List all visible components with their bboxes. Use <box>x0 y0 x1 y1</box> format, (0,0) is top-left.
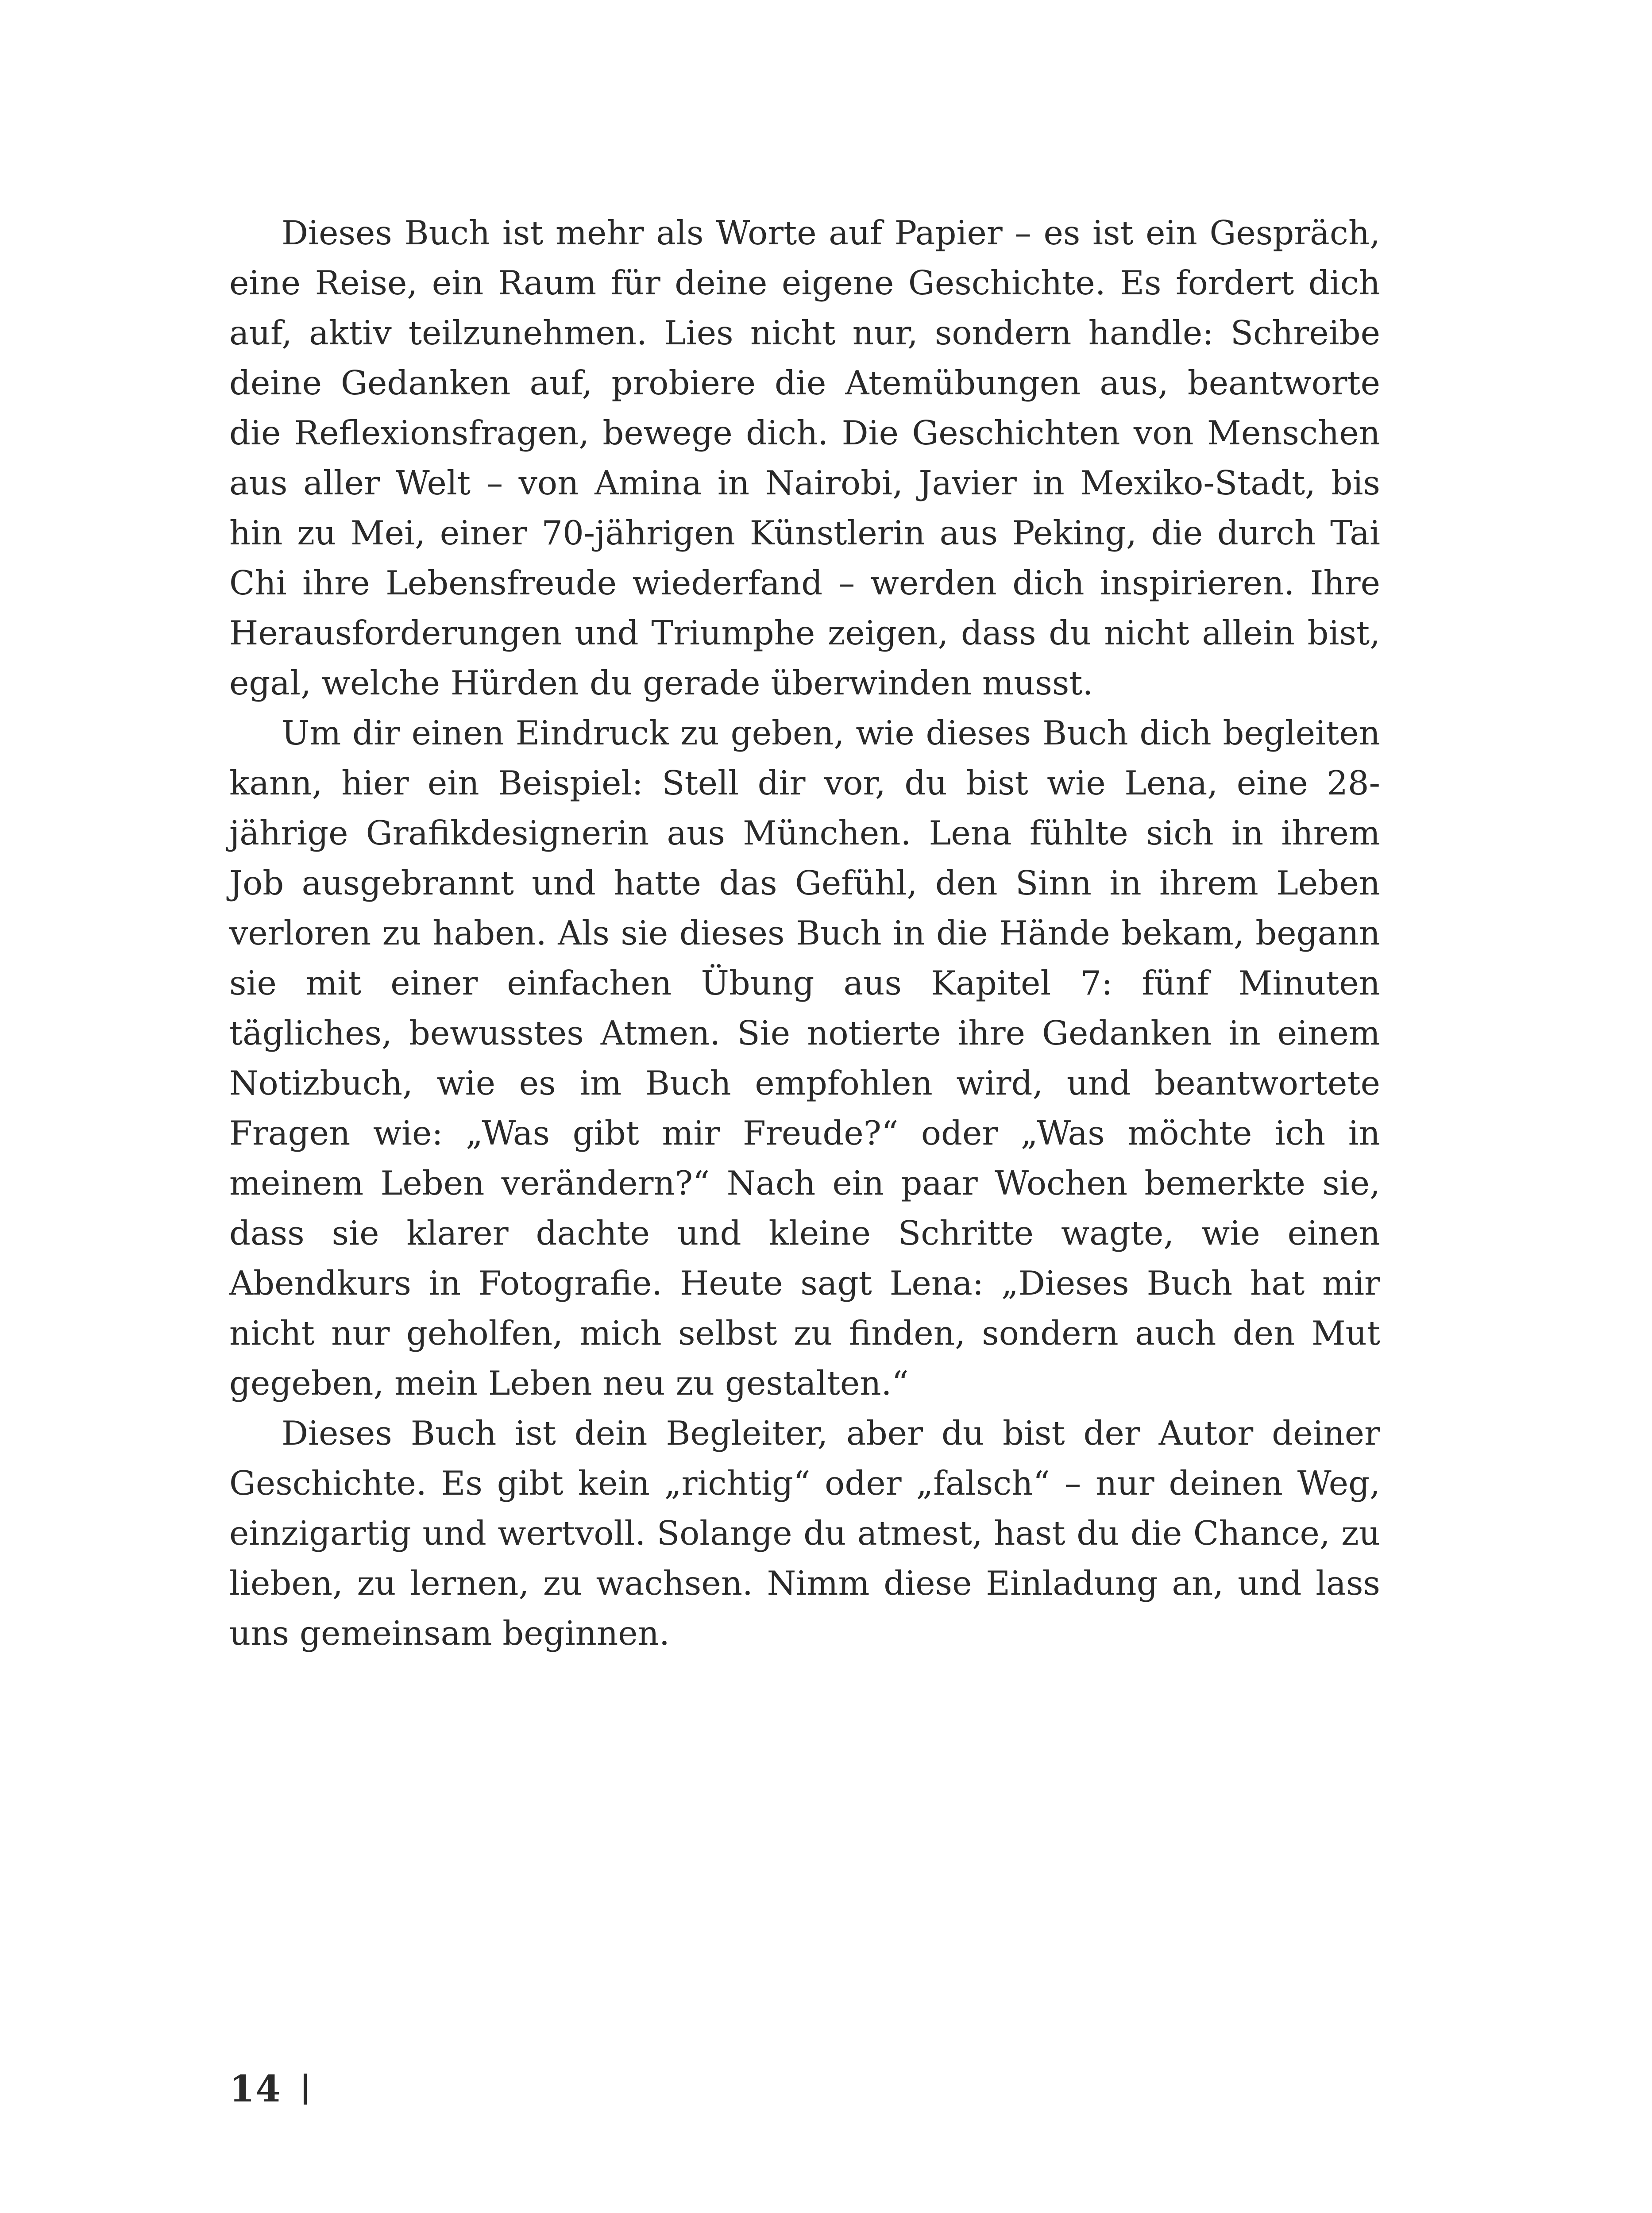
body-text <box>229 208 1380 1658</box>
page-number-separator <box>304 2074 307 2105</box>
paragraph-2: Um dir einen Eindruck zu geben, wie dieses Buch dich begleiten kann, hier ein Beispiel: Stell dir vor, du bist wie Lena, eine 28-jährige Grafikdesignerin aus München. Lena fühlte sich in ihrem Job ausgebrannt und hatte das Gefühl, den Sinn in ihrem Leben verloren zu haben. Als sie dieses Buch in die Hände bekam, begann sie mit einer einfachen Übung aus Kapitel 7: fünf Minuten tägliches, bewusstes Atmen. Sie notierte ihre Gedanken in einem Notizbuch, wie es im Buch empfohlen wird, und beantwortete Fragen wie: „Was gibt mir Freude?“ oder „Was möchte ich in meinem Leben verändern?“ Nach ein paar Wochen bemerkte sie, dass sie klarer dachte und kleine Schritte wagte, wie einen Abendkurs in Fotografie. Heute sagt Lena: „Dieses Buch hat mir nicht nur geholfen, mich selbst zu finden, sondern auch den Mut gegeben, mein Leben neu zu gestalten.“ <box>229 713 1380 1403</box>
paragraph-3: Dieses Buch ist dein Begleiter, aber du bist der Autor deiner Geschichte. Es gibt kein „richtig“ oder „falsch“ – nur deinen Weg, einzigartig und wertvoll. Solange du atmest, hast du die Chance, zu lieben, zu lernen, zu wachsen. Nimm diese Einladung an, und lass uns gemeinsam beginnen. <box>229 1414 1380 1653</box>
page-footer <box>229 2065 307 2113</box>
paragraph-1: Dieses Buch ist mehr als Worte auf Papier – es ist ein Gespräch, eine Reise, ein Raum für deine eigene Geschichte. Es fordert dich auf, aktiv teilzunehmen. Lies nicht nur, sondern handle: Schreibe deine Gedanken auf, probiere die Atemübungen aus, beantworte die Reflexionsfragen, bewege dich. Die Geschichten von Menschen aus aller Welt – von Amina in Nairobi, Javier in Mexiko-Stadt, bis hin zu Mei, einer 70-jährigen Künstlerin aus Peking, die durch Tai Chi ihre Lebensfreude wiederfand – werden dich inspirieren. Ihre Herausforderungen und Triumphe zeigen, dass du nicht allein bist, egal, welche Hürden du gerade überwinden musst. <box>229 213 1380 702</box>
page-number: 14 <box>229 2068 282 2110</box>
